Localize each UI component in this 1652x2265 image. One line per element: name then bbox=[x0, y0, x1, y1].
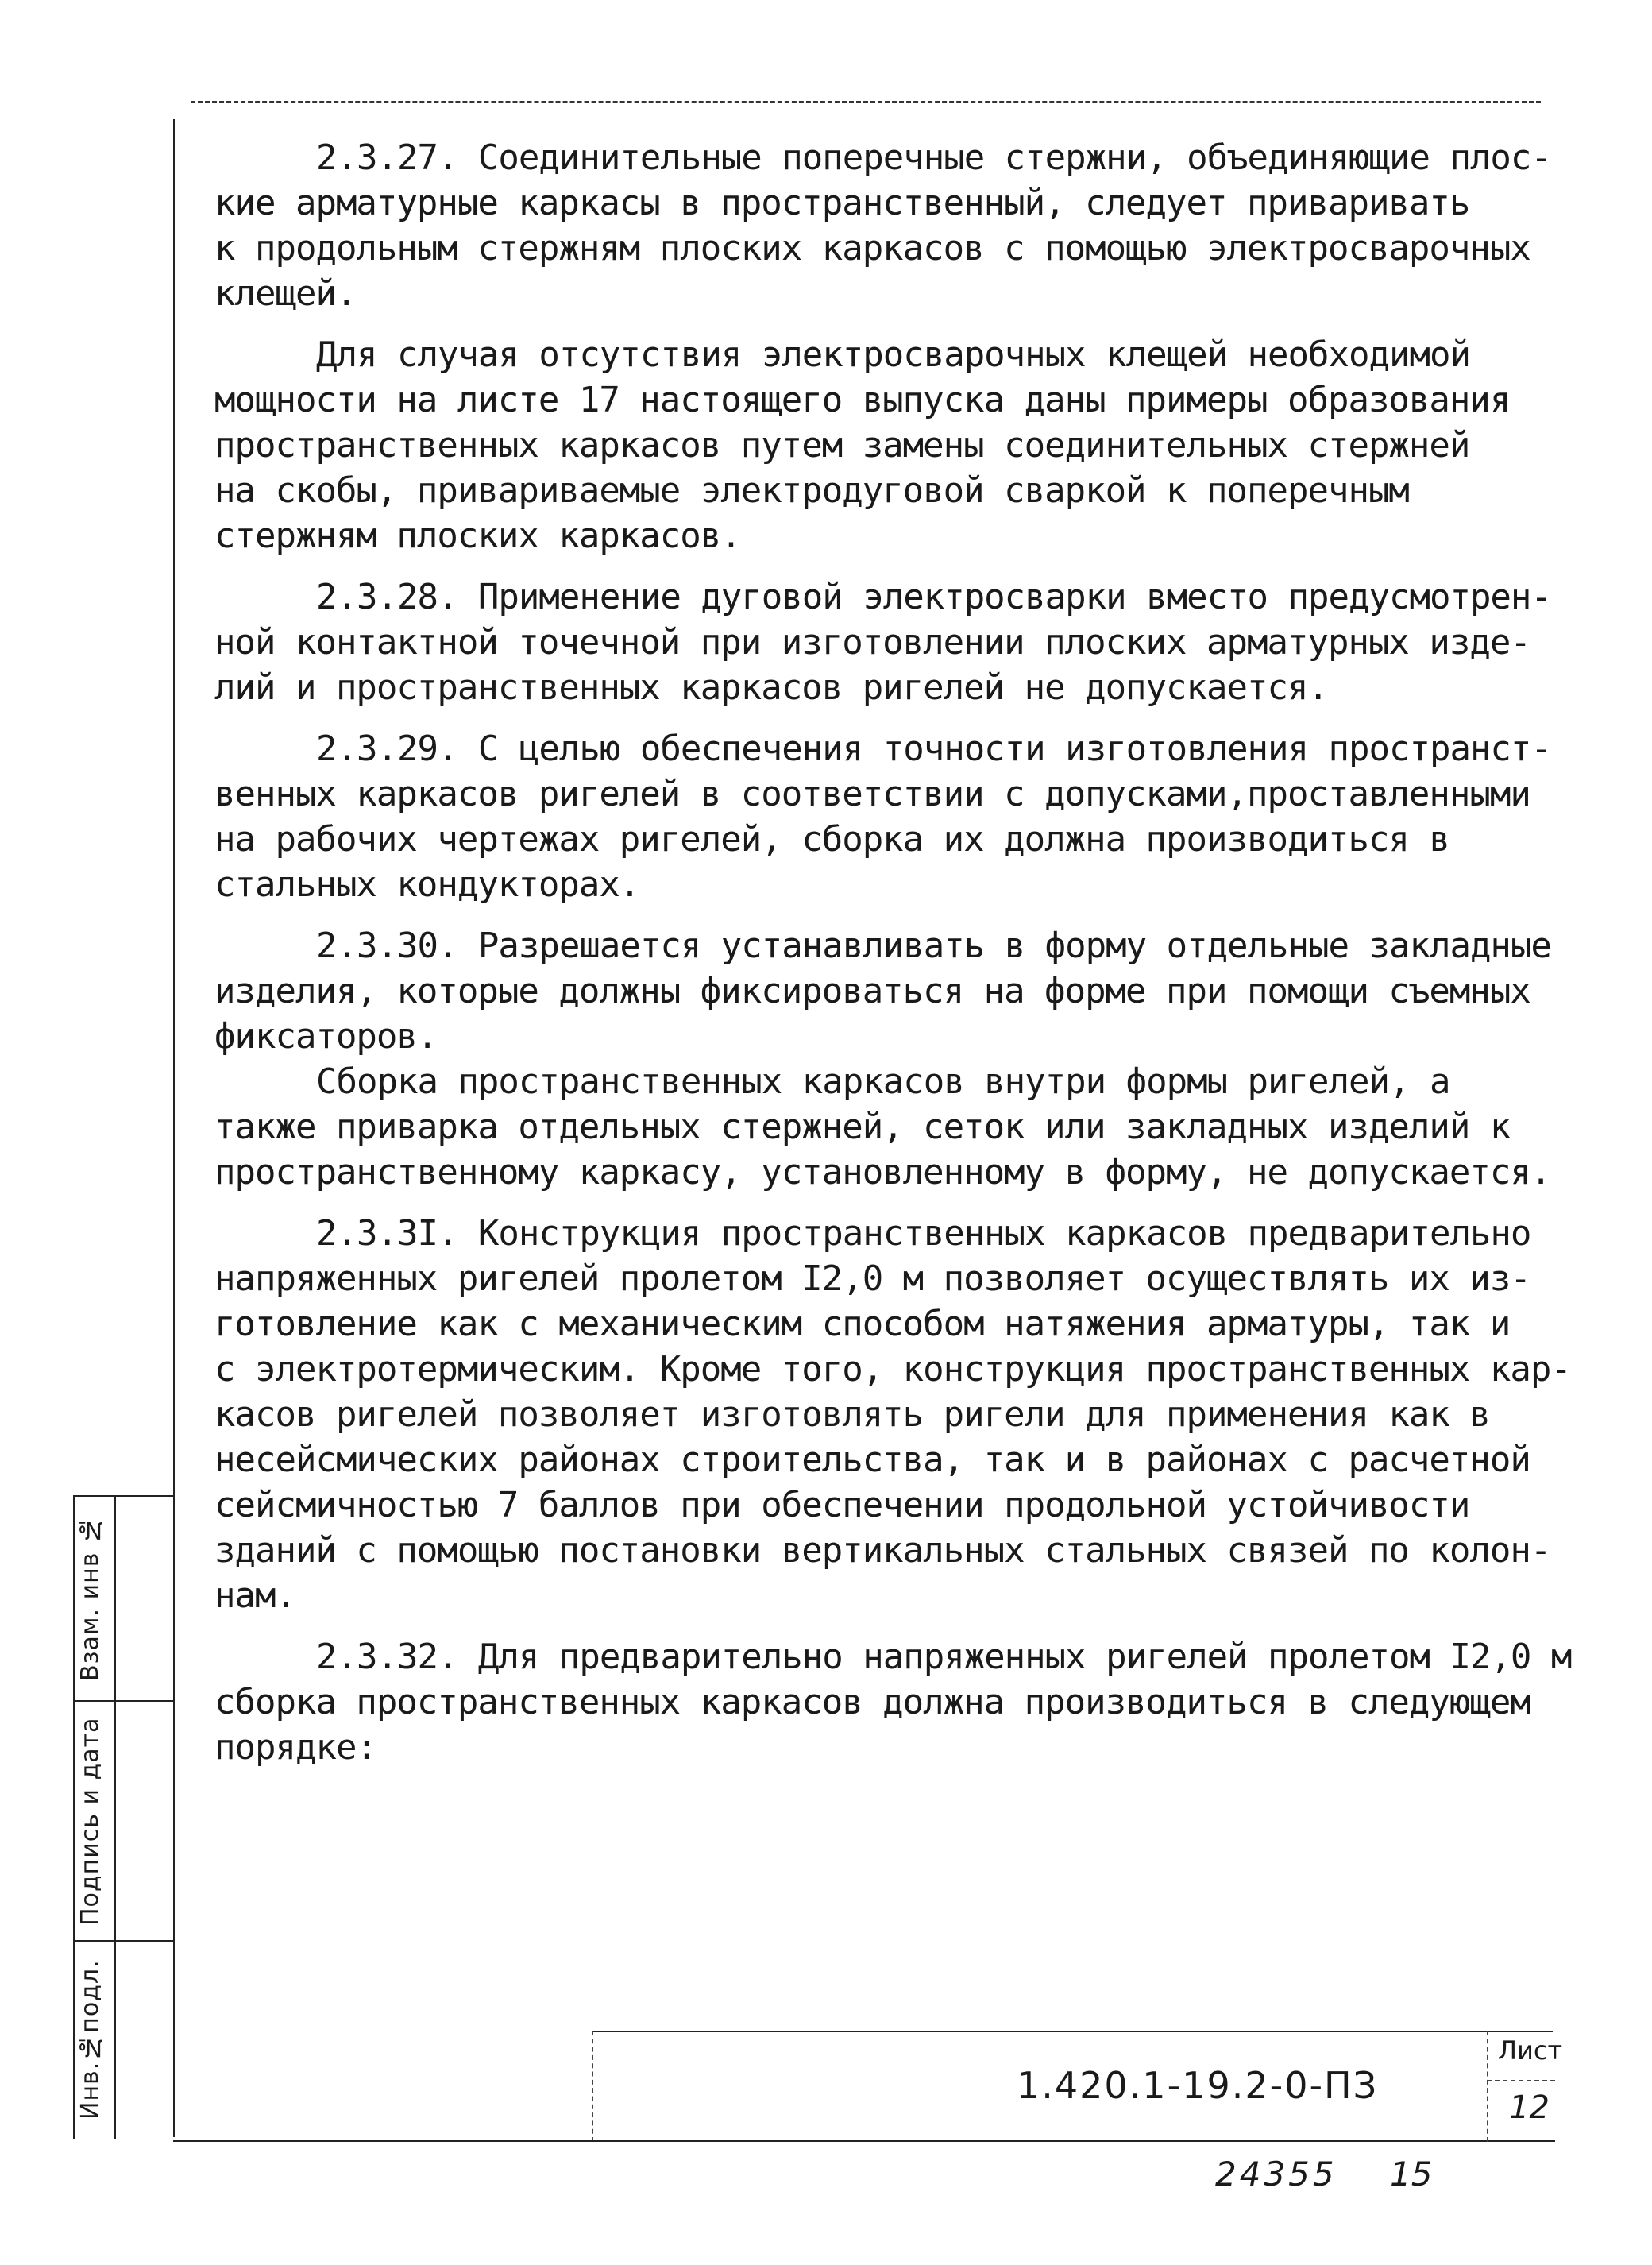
title-block-top-line bbox=[592, 2031, 1553, 2032]
title-block-left-line bbox=[592, 2031, 593, 2142]
paragraph-2-3-32 bbox=[214, 1634, 1572, 1770]
text-line: мощности на листе 17 настоящего выпуска даны примеры образования bbox=[214, 380, 1511, 420]
text-line: касов ригелей позволяет изготовлять ригели для применения как в bbox=[214, 1394, 1490, 1435]
paragraph-2-3-28 bbox=[214, 574, 1551, 710]
paragraph-2-3-30 bbox=[214, 923, 1551, 1059]
text-line: 2.3.29. С целью обеспечения точности изготовления пространст- bbox=[316, 729, 1551, 769]
text-line: несейсмических районах строительства, так и в районах с расчетной bbox=[214, 1440, 1530, 1480]
sheet-label: Лист bbox=[1498, 2035, 1563, 2066]
stamp-sign-date-label: Подпись и дата bbox=[76, 1717, 104, 1926]
page-number: 15 bbox=[1390, 2155, 1433, 2193]
text-line: с электротермическим. Кроме того, конструкция пространственных кар- bbox=[214, 1349, 1571, 1390]
text-line: ной контактной точечной при изготовлении плоских арматурных изде- bbox=[214, 622, 1530, 663]
stamp-border bbox=[73, 1495, 75, 2139]
paragraph-2-3-27 bbox=[214, 135, 1551, 316]
paragraph-2-3-31 bbox=[214, 1211, 1571, 1618]
text-line: венных каркасов ригелей в соответствии с допусками,проставленными bbox=[214, 774, 1530, 814]
text-line: к продольным стержням плоских каркасов с помощью электросварочных bbox=[214, 228, 1530, 269]
stamp-row-line bbox=[73, 1700, 175, 1702]
text-line: стержням плоских каркасов. bbox=[214, 516, 741, 556]
paragraph-electrowelding-absence bbox=[214, 332, 1517, 559]
sheet-cell-row-line bbox=[1487, 2080, 1555, 2081]
inventory-number: 24355 bbox=[1215, 2155, 1337, 2193]
stamp-row-line bbox=[73, 1495, 175, 1497]
text-line: 2.3.28. Применение дуговой электросварки вместо предусмотрен- bbox=[316, 577, 1551, 617]
text-line: 2.3.27. Соединительные поперечные стержни, объединяющие плос- bbox=[316, 137, 1551, 178]
text-line: сборка пространственных каркасов должна производиться в следующем bbox=[214, 1682, 1530, 1722]
text-line: Для случая отсутствия электросварочных клещей необходимой bbox=[316, 334, 1470, 375]
document-code: 1.420.1-19.2-0-ПЗ bbox=[1017, 2064, 1379, 2107]
paragraph-assembly-inside-form bbox=[214, 1059, 1551, 1195]
text-line: сейсмичностью 7 баллов при обеспечении продольной устойчивости bbox=[214, 1485, 1470, 1525]
text-line: порядке: bbox=[214, 1727, 376, 1768]
text-line: на рабочих чертежах ригелей, сборка их должна производиться в bbox=[214, 819, 1449, 860]
text-line: нам. bbox=[214, 1575, 295, 1616]
text-line: 2.3.3I. Конструкция пространственных каркасов предварительно bbox=[316, 1213, 1531, 1254]
text-line: 2.3.30. Разрешается устанавливать в форму отдельные закладные bbox=[316, 926, 1551, 966]
title-block-bottom-line bbox=[173, 2140, 1555, 2142]
text-line: 2.3.32. Для предварительно напряженных ригелей пролетом I2,0 м bbox=[316, 1637, 1572, 1677]
text-line: готовление как с механическим способом натяжения арматуры, так и bbox=[214, 1304, 1511, 1344]
text-line: клещей. bbox=[214, 273, 357, 314]
text-line: напряженных ригелей пролетом I2,0 м позволяет осуществлять их из- bbox=[214, 1258, 1530, 1299]
margin-stamp bbox=[73, 1495, 175, 2139]
text-line: Сборка пространственных каркасов внутри формы ригелей, а bbox=[316, 1061, 1450, 1102]
stamp-row-line bbox=[73, 1940, 175, 1942]
text-line: пространственных каркасов путем замены соединительных стержней bbox=[214, 425, 1470, 466]
stamp-inv-replace-label: Взам. инв № bbox=[76, 1515, 104, 1682]
text-line: изделия, которые должны фиксироваться на форме при помощи съемных bbox=[214, 971, 1530, 1011]
text-line: также приварка отдельных стержней, сеток или закладных изделий к bbox=[214, 1107, 1511, 1147]
text-line: фиксаторов. bbox=[214, 1016, 438, 1057]
text-line: стальных кондукторах. bbox=[214, 864, 640, 905]
text-line: лий и пространственных каркасов ригелей не допускается. bbox=[214, 667, 1328, 708]
sheet-number: 12 bbox=[1509, 2089, 1550, 2126]
top-rule bbox=[191, 101, 1541, 103]
text-line: зданий с помощью постановки вертикальных стальных связей по колон- bbox=[214, 1530, 1551, 1571]
text-line: пространственному каркасу, установленному в форму, не допускается. bbox=[214, 1152, 1551, 1192]
stamp-divider bbox=[114, 1495, 116, 2139]
text-line: на скобы, привариваемые электродуговой сваркой к поперечным bbox=[214, 470, 1409, 511]
sheet-cell-divider bbox=[1487, 2031, 1488, 2142]
stamp-inv-orig-label: Инв.№подл. bbox=[76, 1959, 104, 2120]
text-line: кие арматурные каркасы в пространственный, следует приваривать bbox=[214, 183, 1470, 223]
document-body bbox=[214, 135, 1572, 1770]
paragraph-2-3-29 bbox=[214, 726, 1551, 907]
